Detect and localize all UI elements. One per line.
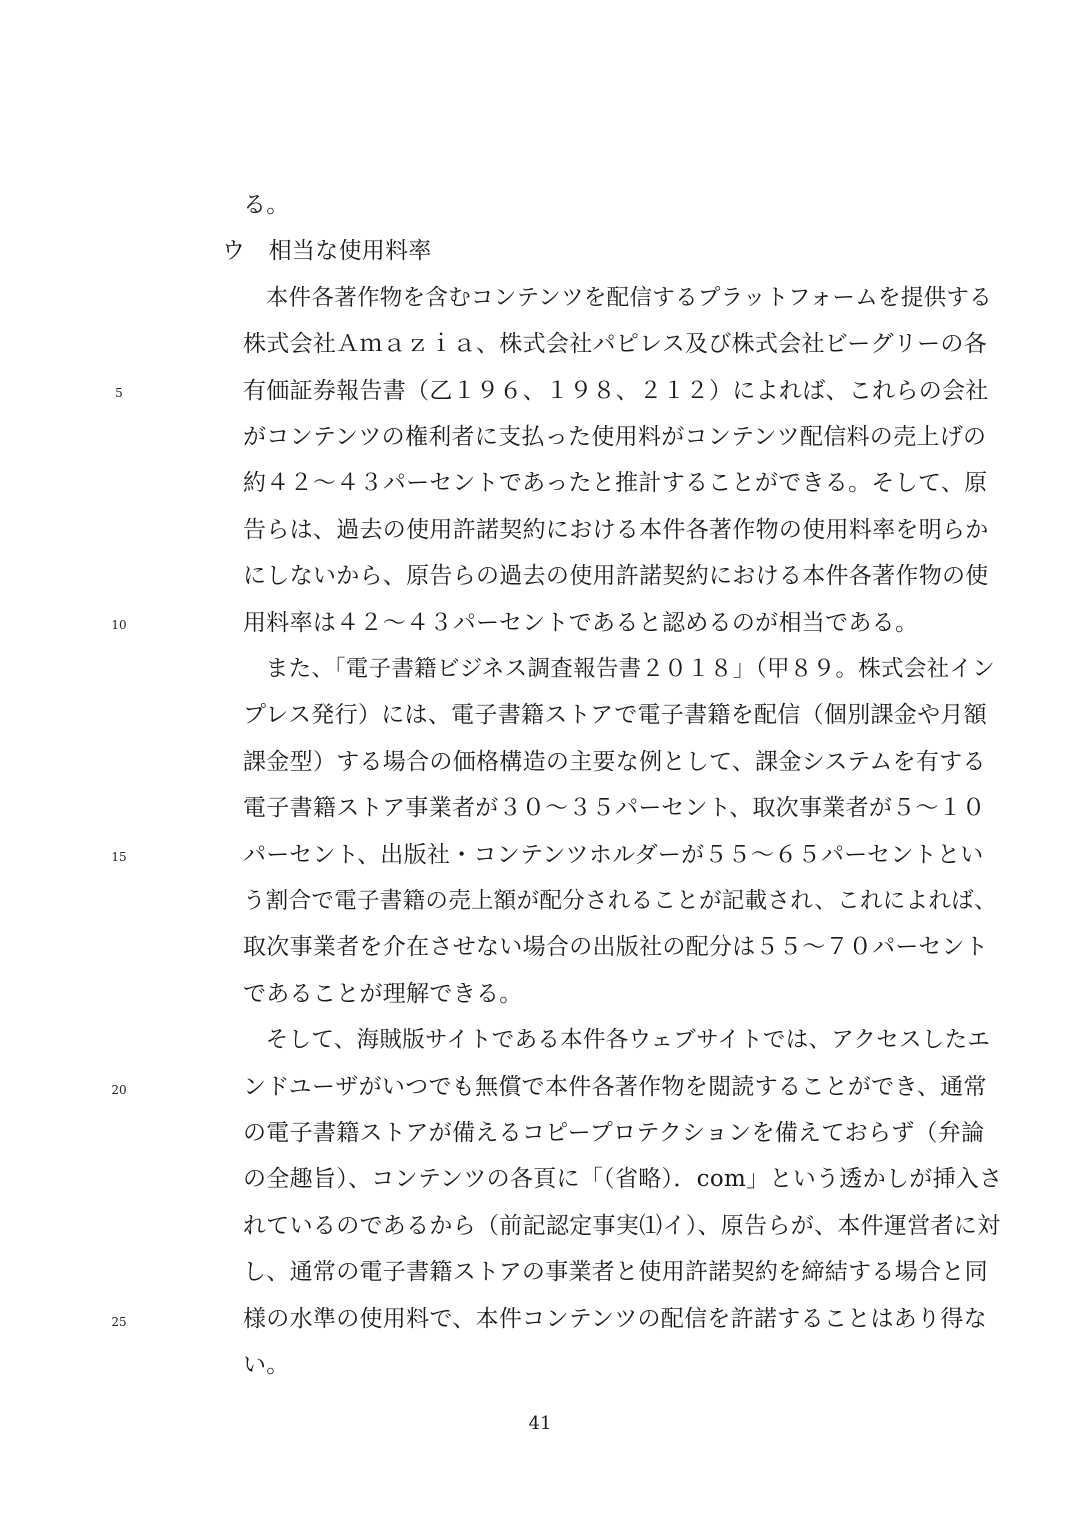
body-text-line: る。 [243,192,290,218]
body-text-line: パーセント、出版社・コンテンツホルダーが５５～６５パーセントとい [243,842,984,868]
body-text-line: の電子書籍ストアが備えるコピープロテクションを備えておらず（弁論 [243,1120,985,1146]
section-heading: ウ 相当な使用料率 [222,238,432,264]
body-text-line: ンドユーザがいつでも無償で本件各著作物を閲読することができ、通常 [243,1074,987,1100]
line-number: 25 [111,1315,127,1329]
line-number: 10 [111,618,127,632]
body-text-line: 約４２～４３パーセントであったと推計することができる。そして、原 [243,470,988,496]
body-text-line: そして、海賊版サイトである本件各ウェブサイトでは、アクセスしたエ [243,1027,991,1053]
body-text-line: 用料率は４２～４３パーセントであると認めるのが相当である。 [243,610,919,636]
body-text-line: 課金型）する場合の価格構造の主要な例として、課金システムを有する [243,749,986,775]
body-text-line: 告らは、過去の使用許諾契約における本件各著作物の使用料率を明らか [243,517,989,543]
body-text-line: れているのであるから（前記認定事実⑴イ）、原告らが、本件運営者に対 [243,1213,1001,1239]
body-text-line: 本件各著作物を含むコンテンツを配信するプラットフォームを提供する [243,285,993,311]
body-text-line: 株式会社Ａｍａｚｉａ、株式会社パピレス及び株式会社ビーグリーの各 [243,331,987,357]
body-text-line: プレス発行）には、電子書籍ストアで電子書籍を配信（個別課金や月額 [243,702,987,728]
body-text-line: がコンテンツの権利者に支払った使用料がコンテンツ配信料の売上げの [243,424,987,450]
body-text-line: であることが理解できる。 [243,981,523,1007]
line-number: 20 [111,1083,127,1097]
line-number: 5 [115,386,123,400]
body-text-line: い。 [243,1352,290,1378]
body-text-line: 有価証券報告書（乙１９６、１９８、２１２）によれば、これらの会社 [243,378,989,404]
body-text-line: 電子書籍ストア事業者が３０～３５パーセント、取次事業者が５～１０ [243,795,986,821]
line-number: 15 [111,850,127,864]
body-text-line: の全趣旨）、コンテンツの各頁に「（省略）．com」という透かしが挿入さ [243,1166,1003,1192]
body-text-line: う割合で電子書籍の売上額が配分されることが記載され、これによれば、 [243,888,997,914]
body-text-line: にしないから、原告らの過去の使用許諾契約における本件各著作物の使 [243,563,989,589]
body-text-line: また、「電子書籍ビジネス調査報告書２０１８」（甲８９。株式会社イン [243,656,996,682]
body-text-line: 様の水準の使用料で、本件コンテンツの配信を許諾することはあり得な [243,1306,987,1332]
page-number: 41 [528,1413,552,1434]
body-text-line: し、通常の電子書籍ストアの事業者と使用許諾契約を締結する場合と同 [243,1259,988,1285]
body-text-line: 取次事業者を介在させない場合の出版社の配分は５５～７０パーセント [243,934,989,960]
